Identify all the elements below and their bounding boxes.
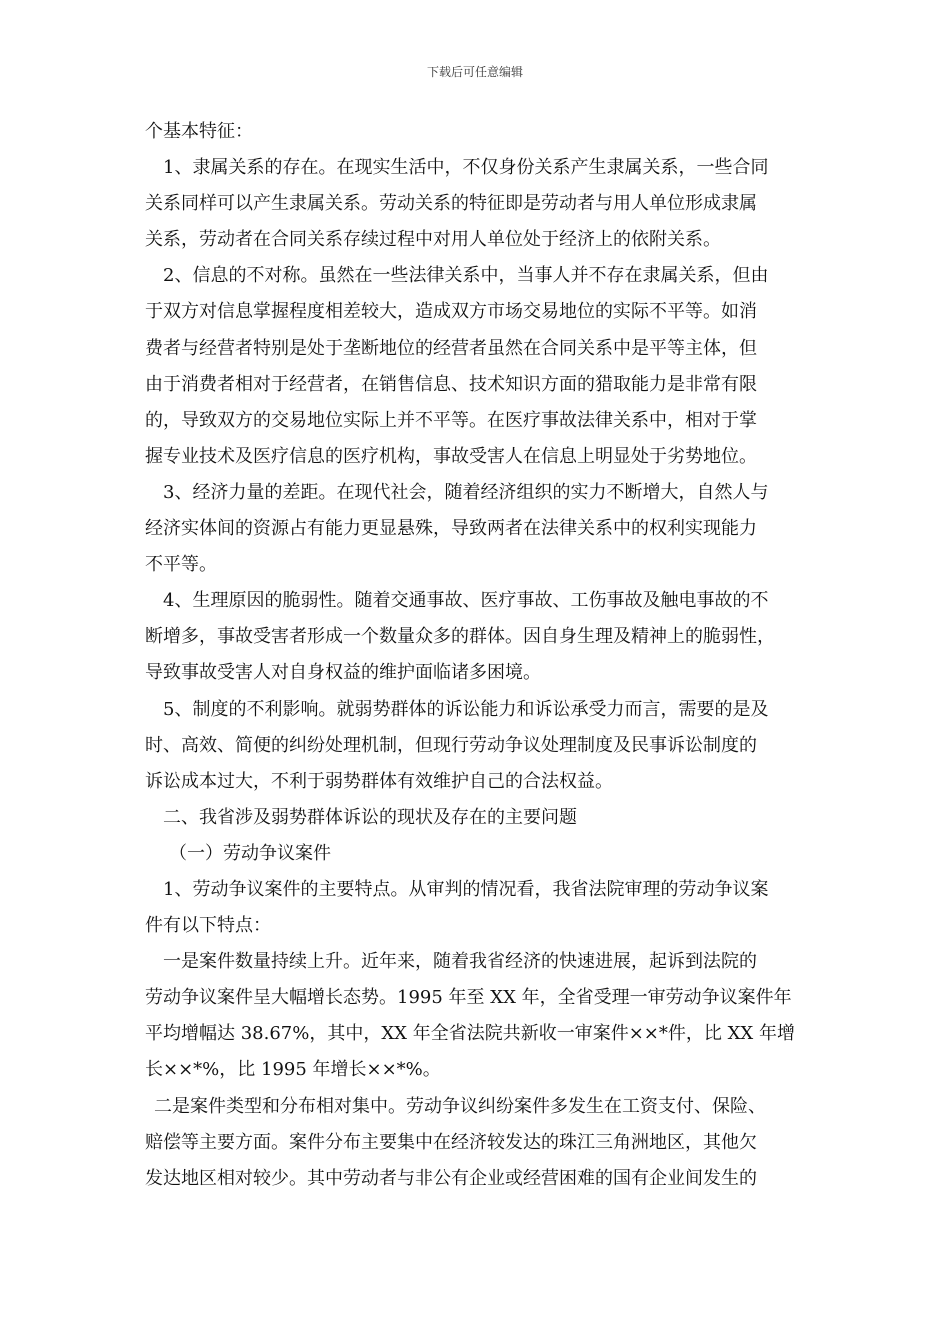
text-line: 经济实体间的资源占有能力更显悬殊，导致两者在法律关系中的权利实现能力: [145, 518, 757, 540]
text-line: 2、信息的不对称。虽然在一些法律关系中，当事人并不存在隶属关系，但由: [163, 265, 769, 287]
text-line: 5、制度的不利影响。就弱势群体的诉讼能力和诉讼承受力而言，需要的是及: [163, 698, 769, 720]
text-line: 二是案件类型和分布相对集中。劳动争议纠纷案件多发生在工资支付、保险、: [154, 1095, 766, 1117]
text-line: 不平等。: [145, 554, 217, 576]
text-line: 发达地区相对较少。其中劳动者与非公有企业或经营困难的国有企业间发生的: [145, 1167, 757, 1189]
page-header: [0, 64, 950, 80]
text-line: 由于消费者相对于经营者，在销售信息、技术知识方面的猎取能力是非常有限: [145, 373, 757, 395]
text-line: 的，导致双方的交易地位实际上并不平等。在医疗事故法律关系中，相对于掌: [145, 409, 757, 431]
text-line: 一是案件数量持续上升。近年来，随着我省经济的快速进展，起诉到法院的: [163, 951, 757, 973]
text-line: 长××*%，比 1995 年增长××*%。: [145, 1059, 441, 1081]
text-line: 导致事故受害人对自身权益的维护面临诸多困境。: [145, 662, 541, 684]
text-line: 诉讼成本过大，不利于弱势群体有效维护自己的合法权益。: [145, 770, 613, 792]
text-line: 关系，劳动者在合同关系存续过程中对用人单位处于经济上的依附关系。: [145, 229, 721, 251]
text-line: 关系同样可以产生隶属关系。劳动关系的特征即是劳动者与用人单位形成隶属: [145, 193, 757, 215]
text-line: 二、我省涉及弱势群体诉讼的现状及存在的主要问题: [163, 806, 577, 828]
text-line: 断增多，事故受害者形成一个数量众多的群体。因自身生理及精神上的脆弱性，: [145, 626, 775, 648]
text-line: 赔偿等主要方面。案件分布主要集中在经济较发达的珠江三角洲地区，其他欠: [145, 1131, 757, 1153]
text-line: 1、隶属关系的存在。在现实生活中，不仅身份关系产生隶属关系，一些合同: [163, 157, 769, 179]
text-line: 4、生理原因的脆弱性。随着交通事故、医疗事故、工伤事故及触电事故的不: [163, 590, 769, 612]
text-line: 劳动争议案件呈大幅增长态势。1995 年至 XX 年，全省受理一审劳动争议案件年: [145, 987, 792, 1009]
header-text: 下载后可任意编辑: [426, 65, 523, 79]
text-line: 3、经济力量的差距。在现代社会，随着经济组织的实力不断增大，自然人与: [163, 481, 769, 503]
text-line: 握专业技术及医疗信息的医疗机构，事故受害人在信息上明显处于劣势地位。: [145, 445, 757, 467]
text-line: 件有以下特点：: [145, 915, 271, 937]
text-line: 1、劳动争议案件的主要特点。从审判的情况看，我省法院审理的劳动争议案: [163, 878, 769, 900]
text-line: 时、高效、简便的纠纷处理机制，但现行劳动争议处理制度及民事诉讼制度的: [145, 734, 757, 756]
text-line: 平均增幅达 38.67%，其中，XX 年全省法院共新收一审案件××*件，比 XX 年增: [145, 1023, 795, 1045]
text-line: 于双方对信息掌握程度相差较大，造成双方市场交易地位的实际不平等。如消: [145, 301, 757, 323]
text-line: 费者与经营者特别是处于垄断地位的经营者虽然在合同关系中是平等主体，但: [145, 337, 757, 359]
text-line: 个基本特征：: [145, 121, 253, 142]
document-body: [145, 114, 813, 1197]
text-line: （一）劳动争议案件: [169, 842, 331, 864]
